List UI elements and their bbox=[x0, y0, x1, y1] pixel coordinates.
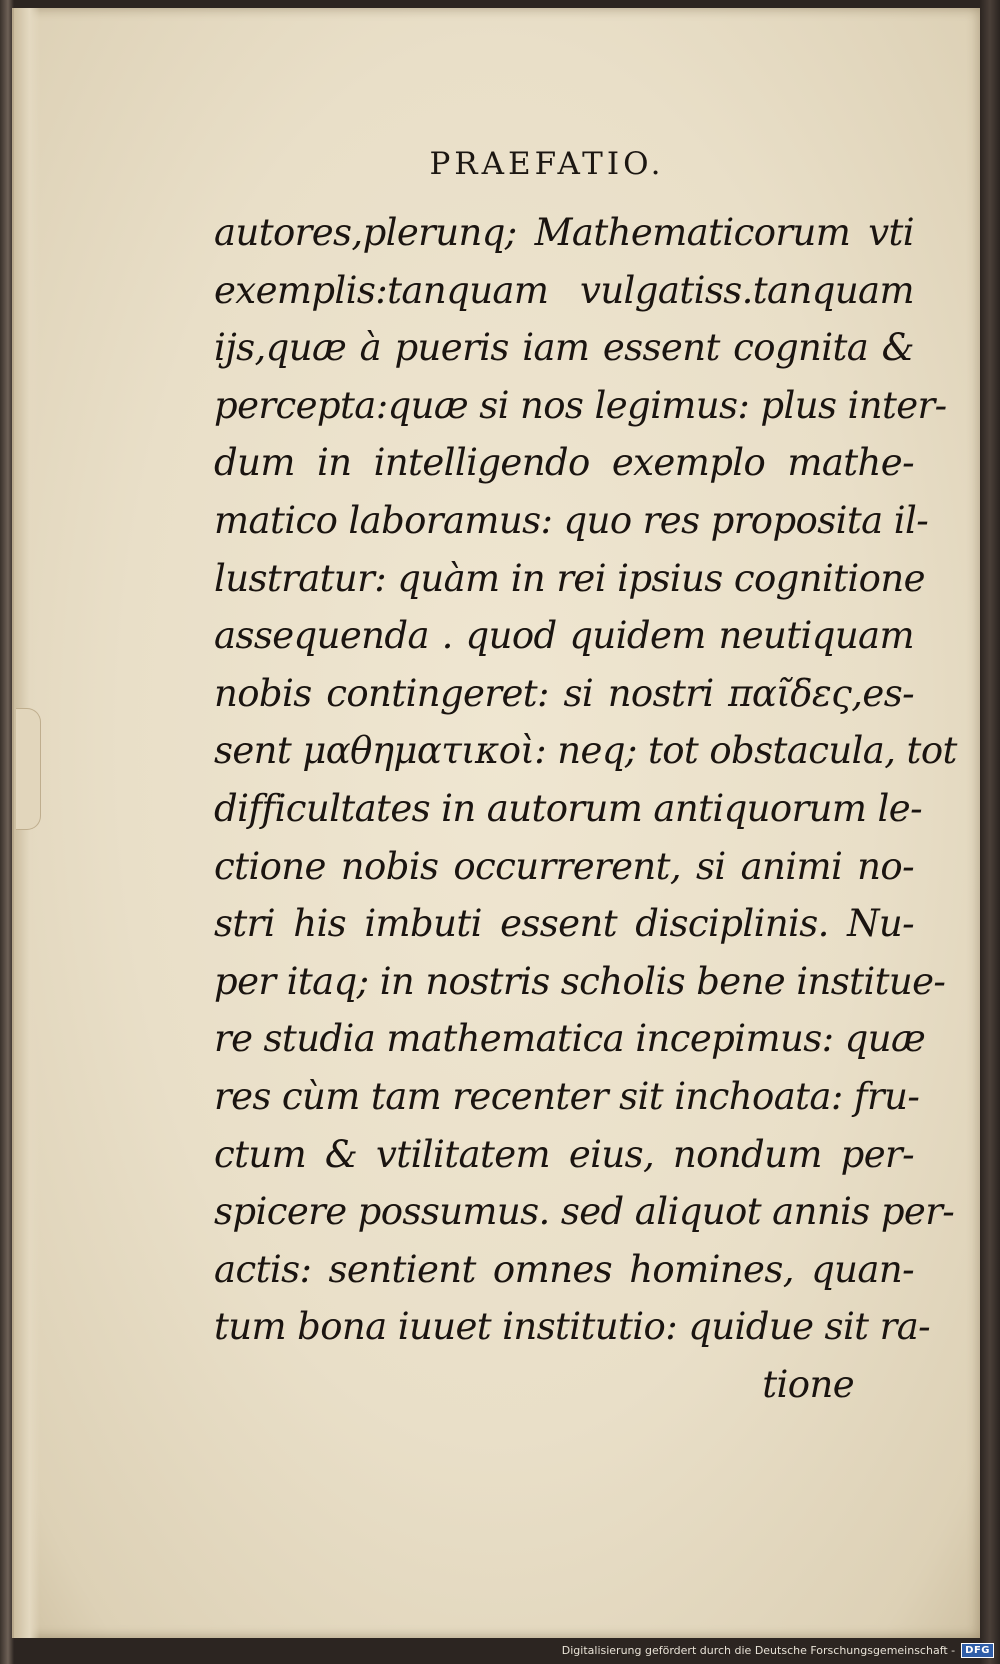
catchword: tione bbox=[762, 1362, 854, 1406]
text-line: per itaq; in nostris scholis bene institue- bbox=[214, 959, 946, 1003]
text-line: exemplis:tanquam vulgatiss.tanquam bbox=[214, 268, 914, 312]
text-line: sent μαθηματικοὶ: neq; tot obstacula, tot bbox=[214, 729, 957, 773]
paper-page bbox=[12, 8, 980, 1638]
text-line: percepta:quæ si nos legimus: plus inter- bbox=[214, 383, 947, 427]
body-text bbox=[214, 204, 957, 1413]
text-line: tum bona iuuet institutio: quidue sit ra- bbox=[214, 1305, 931, 1349]
page-tab bbox=[16, 708, 41, 830]
text-line: lustratur: quàm in rei ipsius cognitione bbox=[214, 556, 925, 600]
text-line: ijs,quæ à pueris iam essent cognita & bbox=[214, 326, 914, 370]
text-line: re studia mathematica incepimus: quæ bbox=[214, 1017, 926, 1061]
funding-credit: Digitalisierung gefördert durch die Deutsche Forschungsgemeinschaft - bbox=[561, 1643, 956, 1657]
text-line: matico laboramus: quo res proposita il- bbox=[214, 498, 929, 542]
text-line: res cùm tam recenter sit inchoata: fru- bbox=[214, 1074, 920, 1118]
running-head: PRAEFATIO. bbox=[429, 146, 665, 182]
text-line: stri his imbuti essent disciplinis. Nu- bbox=[214, 902, 914, 946]
text-line: autores,plerunq; Mathematicorum vti bbox=[214, 211, 914, 254]
digitization-footer bbox=[562, 1640, 994, 1660]
text-line: ctione nobis occurrerent, si animi no- bbox=[214, 844, 914, 888]
text-line: difficultates in autorum antiquorum le- bbox=[214, 786, 922, 830]
dfg-logo: DFG bbox=[961, 1643, 994, 1658]
text-line: assequenda . quod quidem neutiquam bbox=[214, 614, 914, 658]
text-line: actis: sentient omnes homines, quan- bbox=[214, 1247, 914, 1291]
text-line: dum in intelligendo exemplo mathe- bbox=[214, 441, 914, 485]
text-line: ctum & vtilitatem eius, nondum per- bbox=[214, 1132, 914, 1176]
text-line: spicere possumus. sed aliquot annis per- bbox=[214, 1190, 955, 1234]
text-line: nobis contingeret: si nostri παῖδες,es- bbox=[214, 671, 914, 715]
